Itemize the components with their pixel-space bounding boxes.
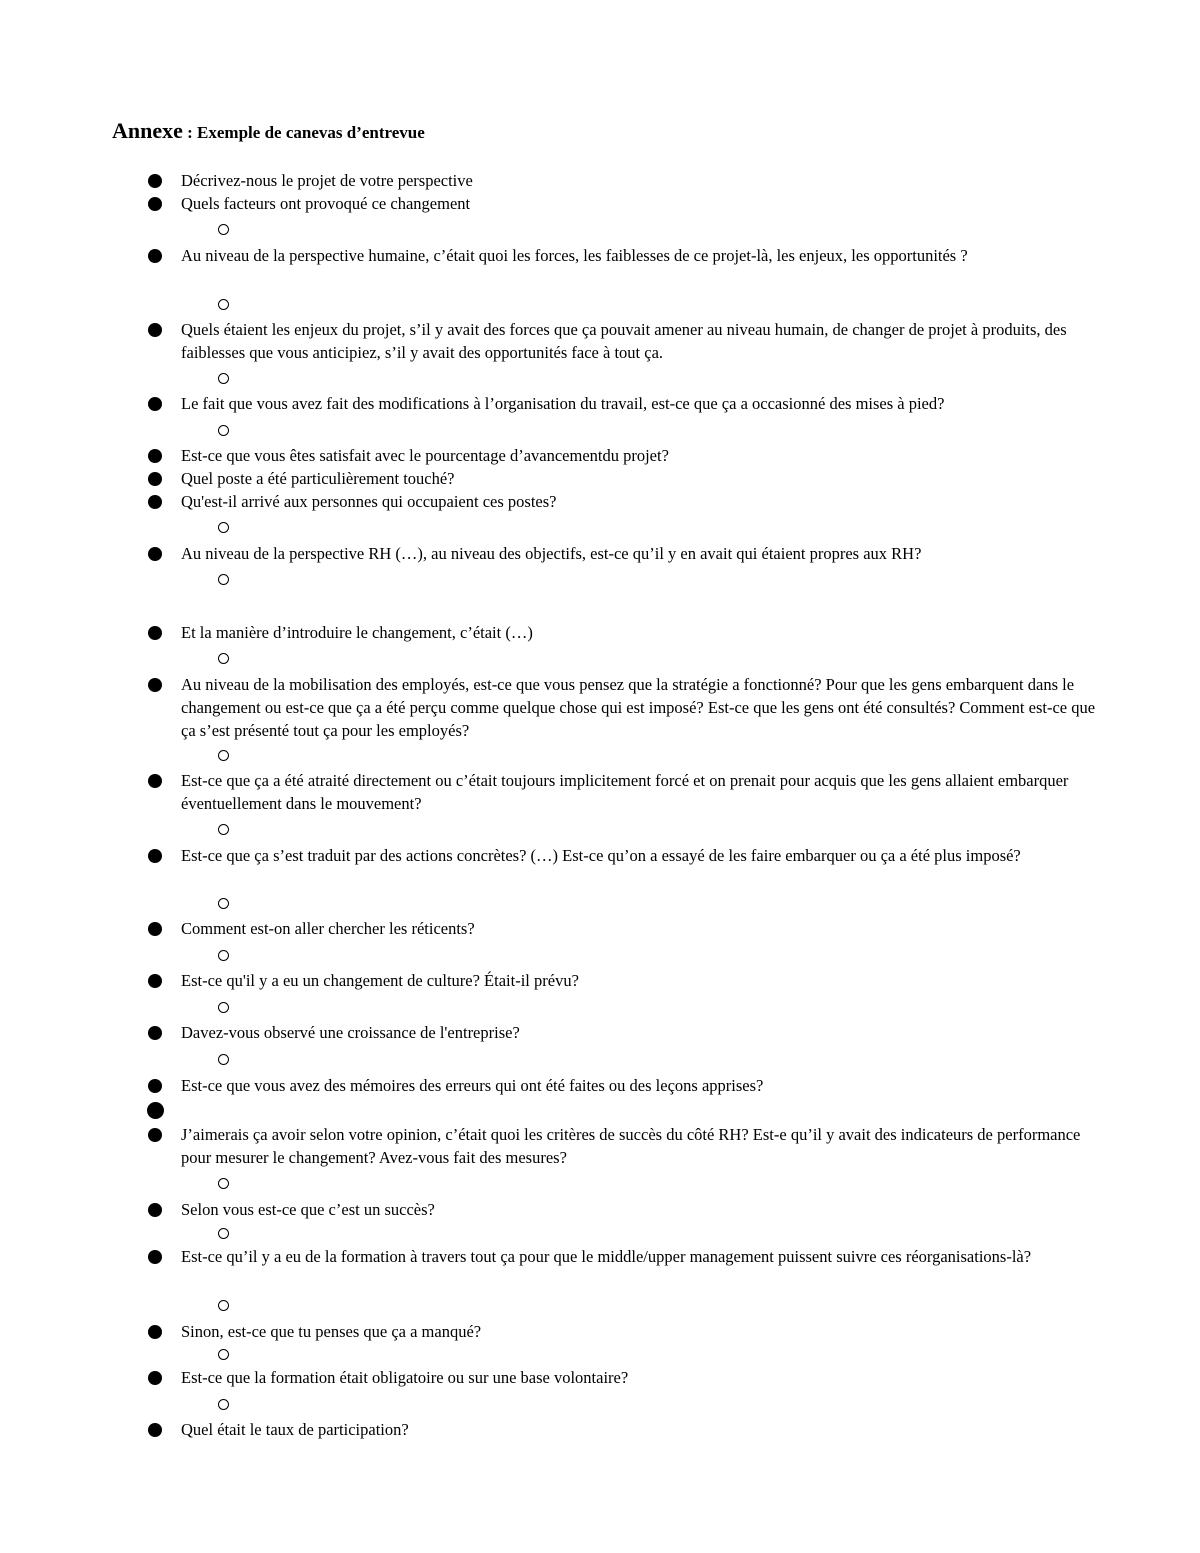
bullet-icon (148, 774, 162, 788)
annex-subtitle: : Exemple de canevas d’entrevue (182, 123, 425, 142)
question-text: J’aimerais ça avoir selon votre opinion, c’était quoi les critères de succès du côté RH? Est-e qu’il y avait des indicateurs de performance pour mesurer le changement? Avez-vous fait des mesures? (181, 1125, 1081, 1167)
bullet-icon (147, 1102, 164, 1119)
sub-bullet (218, 371, 232, 385)
question-text: Est-ce que vous avez des mémoires des erreurs qui ont été faites ou des leçons apprises? (181, 1076, 764, 1095)
sub-bullet (218, 1347, 232, 1361)
hollow-circle-icon (218, 425, 229, 436)
bullet-icon (148, 1128, 162, 1142)
question-text: Davez-vous observé une croissance de l'entreprise? (181, 1023, 520, 1042)
bullet-icon (148, 197, 162, 211)
question-text: Quel poste a été particulièrement touché? (181, 469, 455, 488)
bullet-icon (148, 1203, 162, 1217)
question-text: Est-ce qu’il y a eu de la formation à travers tout ça pour que le middle/upper management puissent suivre ces réorganisations-là? (181, 1247, 1032, 1266)
bullet-icon (148, 1250, 162, 1264)
question-text: Selon vous est-ce que c’est un succès? (181, 1200, 435, 1219)
list-item (146, 969, 1106, 992)
list-item (146, 844, 1106, 867)
hollow-circle-icon (218, 373, 229, 384)
question-text: Est-ce que vous êtes satisfait avec le pourcentage d’avancementdu projet? (181, 446, 669, 465)
list-item (146, 1123, 1106, 1169)
question-text: Quels étaient les enjeux du projet, s’il y avait des forces que ça pouvait amener au niveau humain, de changer de projet à produits, des faiblesses que vous anticipiez, s’il y avait des opportunités face à tout ça. (181, 320, 1067, 362)
list-item (146, 192, 1106, 215)
hollow-circle-icon (218, 750, 229, 761)
question-text: Est-ce que la formation était obligatoire ou sur une base volontaire? (181, 1368, 629, 1387)
question-text: Est-ce que ça a été atraité directement ou c’était toujours implicitement forcé et on prenait pour acquis que les gens allaient embarquer éventuellement dans le mouvement? (181, 771, 1069, 813)
question-text: Au niveau de la perspective humaine, c’était quoi les forces, les faiblesses de ce projet-là, les enjeux, les opportunités ? (181, 246, 968, 265)
sub-bullet (218, 948, 232, 962)
hollow-circle-icon (218, 950, 229, 961)
sub-bullet (218, 1176, 232, 1190)
question-text: Est-ce que ça s’est traduit par des actions concrètes? (…) Est-ce qu’on a essayé de les faire embarquer ou ça a été plus imposé? (181, 846, 1021, 865)
list-item (146, 1320, 1106, 1343)
bullet-icon (148, 1423, 162, 1437)
hollow-circle-icon (218, 1054, 229, 1065)
list-item (146, 673, 1106, 742)
hollow-circle-icon (218, 574, 229, 585)
bullet-icon (148, 323, 162, 337)
hollow-circle-icon (218, 1178, 229, 1189)
question-text: Au niveau de la perspective RH (…), au niveau des objectifs, est-ce qu’il y en avait qui étaient propres aux RH? (181, 544, 922, 563)
hollow-circle-icon (218, 224, 229, 235)
question-text: Sinon, est-ce que tu penses que ça a manqué? (181, 1322, 482, 1341)
sub-bullet (218, 651, 232, 665)
hollow-circle-icon (218, 1399, 229, 1410)
list-item (146, 244, 1106, 267)
bullet-icon (148, 472, 162, 486)
list-item (146, 318, 1106, 364)
annex-title: Annexe (112, 118, 183, 143)
list-item (146, 392, 1106, 415)
list-item (146, 169, 1106, 192)
annex-heading (112, 116, 425, 149)
hollow-circle-icon (218, 1002, 229, 1013)
hollow-circle-icon (218, 1349, 229, 1360)
sub-bullet (218, 423, 232, 437)
bullet-icon (148, 397, 162, 411)
sub-bullet (218, 748, 232, 762)
bullet-icon (148, 626, 162, 640)
list-item (146, 1198, 1106, 1221)
hollow-circle-icon (218, 824, 229, 835)
sub-bullet (218, 297, 232, 311)
sub-bullet (218, 896, 232, 910)
sub-bullet (218, 572, 232, 586)
question-text: Quel était le taux de participation? (181, 1420, 409, 1439)
question-text: Qu'est-il arrivé aux personnes qui occupaient ces postes? (181, 492, 557, 511)
list-item (146, 1366, 1106, 1389)
question-text: Comment est-on aller chercher les réticents? (181, 919, 475, 938)
bullet-icon (148, 922, 162, 936)
hollow-circle-icon (218, 1228, 229, 1239)
sub-bullet (218, 1397, 232, 1411)
sub-bullet (218, 1052, 232, 1066)
sub-bullet (218, 1000, 232, 1014)
bullet-icon (148, 449, 162, 463)
list-item (146, 542, 1106, 565)
bullet-icon (148, 974, 162, 988)
hollow-circle-icon (218, 299, 229, 310)
bullet-icon (148, 849, 162, 863)
list-item (146, 769, 1106, 815)
bullet-icon (148, 1371, 162, 1385)
question-text: Le fait que vous avez fait des modifications à l’organisation du travail, est-ce que ça a occasionné des mises à pied? (181, 394, 945, 413)
question-text: Au niveau de la mobilisation des employés, est-ce que vous pensez que la stratégie a fonctionné? Pour que les gens embarquent dans le changement ou est-ce que ça a été perçu comme quelque chose qui est imposé? Est-ce que les gens ont été consultés? Comment est-ce que ça s’est présenté tout ça pour les employés? (181, 675, 1096, 740)
list-item (146, 621, 1106, 644)
list-item (146, 1245, 1106, 1268)
bullet-icon (148, 1325, 162, 1339)
sub-bullet (218, 1298, 232, 1312)
hollow-circle-icon (218, 898, 229, 909)
bullet-icon (148, 678, 162, 692)
list-item (146, 1074, 1106, 1097)
bullet-icon (148, 174, 162, 188)
list-item (146, 1418, 1106, 1441)
list-item (146, 490, 1106, 513)
bullet-icon (148, 1026, 162, 1040)
bullet-icon (148, 1079, 162, 1093)
list-item (146, 917, 1106, 940)
sub-bullet (218, 520, 232, 534)
question-text: Quels facteurs ont provoqué ce changement (181, 194, 471, 213)
question-text: Décrivez-nous le projet de votre perspective (181, 171, 473, 190)
question-text: Et la manière d’introduire le changement, c’était (…) (181, 623, 533, 642)
question-text: Est-ce qu'il y a eu un changement de culture? Était-il prévu? (181, 971, 579, 990)
bullet-icon (148, 495, 162, 509)
list-item (146, 1021, 1106, 1044)
sub-bullet (218, 1226, 232, 1240)
hollow-circle-icon (218, 653, 229, 664)
bullet-icon (148, 547, 162, 561)
sub-bullet (218, 822, 232, 836)
hollow-circle-icon (218, 522, 229, 533)
sub-bullet (218, 222, 232, 236)
list-item (146, 467, 1106, 490)
bullet-icon (148, 249, 162, 263)
hollow-circle-icon (218, 1300, 229, 1311)
list-item (146, 444, 1106, 467)
